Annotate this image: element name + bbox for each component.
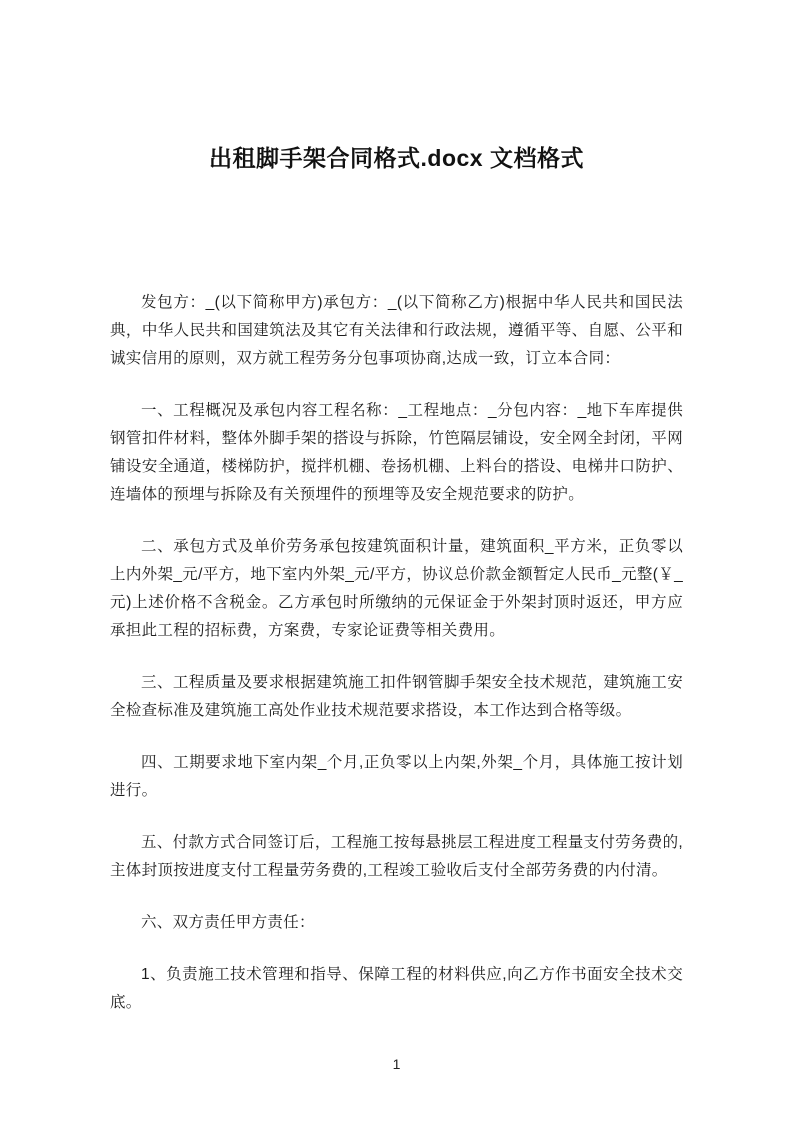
paragraph-intro: 发包方：_(以下简称甲方)承包方：_(以下简称乙方)根据中华人民共和国民法典，中华人民共和国建筑法及其它有关法律和行政法规，遵循平等、自愿、公平和诚实信用的原则，双方就工程劳务分包事项协商,达成一致，订立本合同： [110,294,683,367]
paragraph-section-4: 四、工期要求地下室内架_个月,正负零以上内架,外架_个月，具体施工按计划进行。 [110,754,683,799]
paragraph-section-1: 一、工程概况及承包内容工程名称：_工程地点：_分包内容：_地下车库提供钢管扣件材料，整体外脚手架的搭设与拆除，竹笆隔层铺设，安全网全封闭，平网铺设安全通道，楼梯防护，搅拌机棚、卷扬机棚、上料台的搭设、电梯井口防护、连墙体的预埋与拆除及有关预埋件的预埋等及安全规范要求的防护。 [110,402,683,503]
page-number: 1 [392,1056,401,1072]
paragraph-section-2: 二、承包方式及单价劳务承包按建筑面积计量，建筑面积_平方米，正负零以上内外架_元/平方，地下室内外架_元/平方，协议总价款金额暂定人民币_元整(￥_元)上述价格不含税金。乙方承包时所缴纳的元保证金于外架封顶时返还，甲方应承担此工程的招标费，方案费，专家论证费等相关费用。 [110,538,683,639]
paragraph-item-1: 1、负责施工技术管理和指导、保障工程的材料供应,向乙方作书面安全技术交底。 [110,966,683,1011]
paragraph-section-5: 五、付款方式合同签订后，工程施工按每悬挑层工程进度工程量支付劳务费的,主体封顶按进度支付工程量劳务费的,工程竣工验收后支付全部劳务费的内付清。 [110,834,683,879]
paragraph-section-6: 六、双方责任甲方责任： [141,914,315,931]
paragraph-section-3: 三、工程质量及要求根据建筑施工扣件钢管脚手架安全技术规范，建筑施工安全检查标准及建筑施工高处作业技术规范要求搭设，本工作达到合格等级。 [110,674,683,719]
document-title: 出租脚手架合同格式.docx 文档格式 [209,145,584,171]
